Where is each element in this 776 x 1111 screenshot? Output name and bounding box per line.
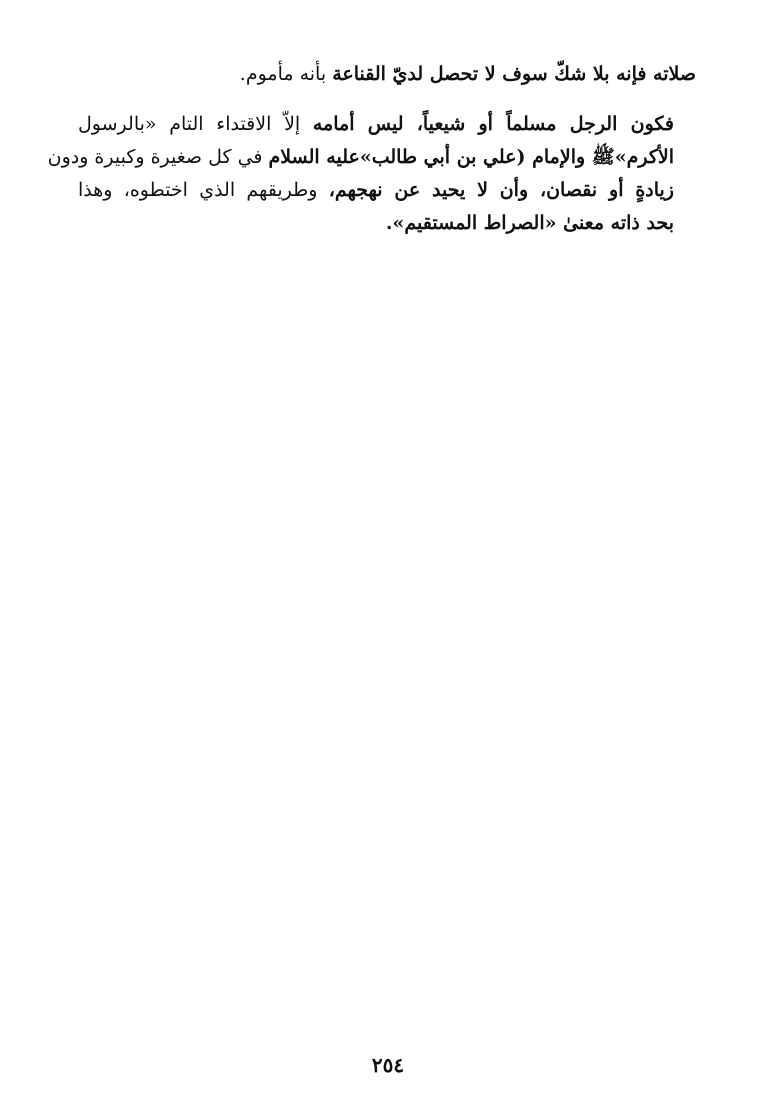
text-bold: زيادةٍ أو نقصان، وأن لا يحيد عن نهجهم،	[328, 179, 674, 201]
text-bold: بحد ذاته معنىٰ «الصراط المستقيم».	[385, 212, 674, 234]
text-bold: فكون الرجل مسلماً أو شيعياً، ليس أمامه	[312, 113, 674, 135]
paragraph-line	[78, 58, 696, 91]
page-number: ٢٥٤	[371, 1053, 405, 1077]
paragraph-line	[78, 207, 696, 240]
text-bold: صلاته فإنه بلا شكّ سوف لا تحصل لديّ القناعة	[332, 63, 696, 85]
paragraph-line	[78, 174, 696, 207]
paragraph-line	[78, 108, 696, 141]
text-normal: وطريقهم الذي اختطوه، وهذا	[78, 179, 329, 201]
text-normal: في كل صغيرة وكبيرة ودون	[47, 146, 269, 168]
paragraph-2	[47, 108, 696, 240]
text-normal: بأنه مأموم.	[239, 63, 333, 85]
text-bold: الأكرم»ﷺ والإمام (علي بن أبي طالب»عليه السلام	[268, 146, 674, 168]
paragraph-line	[47, 141, 696, 174]
text-normal: إلاّ الاقتداء التام «بالرسول	[78, 113, 313, 135]
paragraph-1	[78, 58, 696, 91]
